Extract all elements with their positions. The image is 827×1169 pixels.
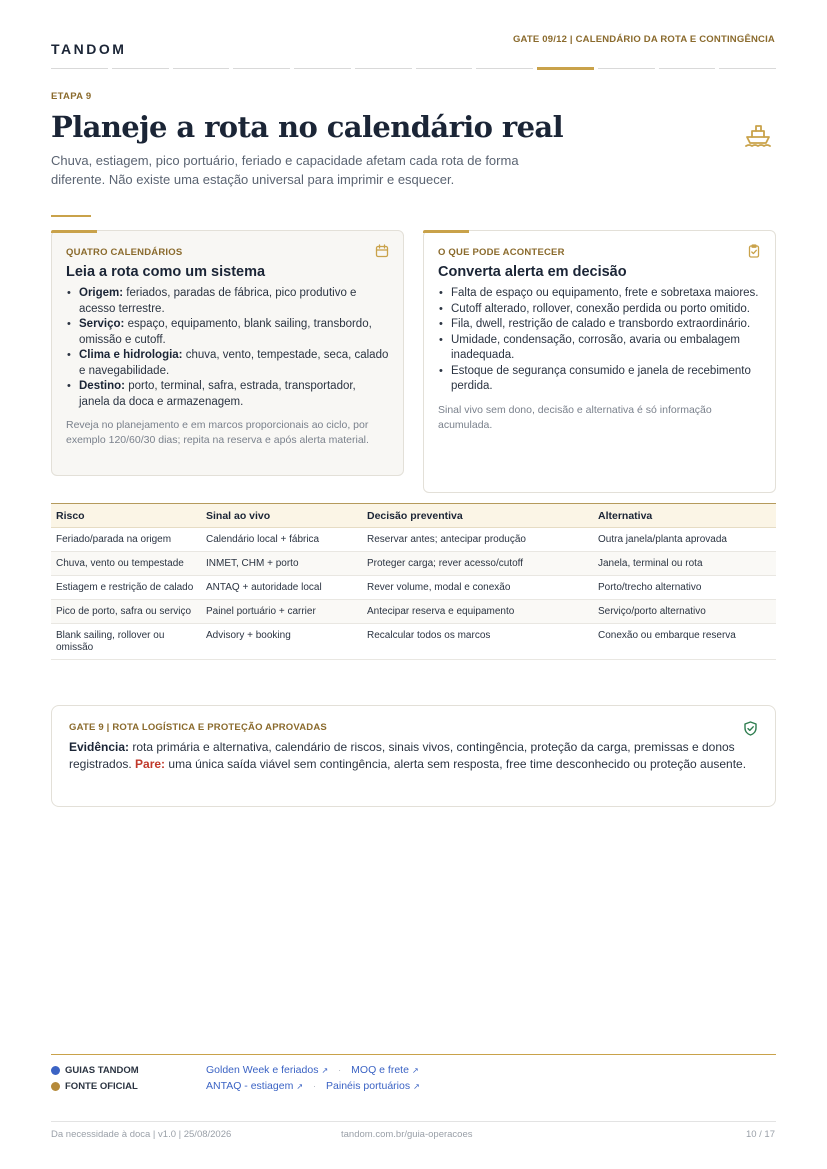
table-cell: Recalcular todos os marcos [362, 624, 593, 660]
card-note: Sinal vivo sem dono, decisão e alternativa é só informação acumulada. [438, 403, 712, 431]
table-row [51, 624, 776, 660]
table-row [51, 576, 776, 600]
card-accent [423, 230, 469, 233]
gate-body [69, 739, 758, 773]
page-subtitle: Chuva, estiagem, pico portuário, feriado e capacidade afetam cada rota de forma diferente. Não existe uma estação universal para imprimir e esquecer. [51, 153, 519, 187]
card-note: Reveja no planejamento e em marcos proporcionais ao ciclo, por exemplo 120/60/30 dias; repita na reserva e após alerta material. [66, 419, 369, 446]
calendar-list [66, 286, 389, 410]
external-link-icon: ↗ [321, 1065, 329, 1075]
stop-label: Pare: [135, 757, 166, 771]
table-cell: Conexão ou embarque reserva [593, 624, 776, 660]
separator-dot: · [313, 1081, 317, 1091]
table-header-row [51, 504, 776, 528]
table-cell: Janela, terminal ou rota [593, 552, 776, 576]
progress-segment [719, 68, 776, 69]
item-term: Origem: [79, 287, 124, 299]
sources-guides-label [51, 1065, 206, 1076]
clipboard-icon [747, 244, 761, 258]
card-kicker: O QUE PODE ACONTECER [438, 247, 565, 258]
table-cell: Painel portuário + carrier [201, 600, 362, 624]
progress-segment [598, 68, 655, 69]
page-title: Planeje a rota no calendário real [51, 110, 564, 144]
seal-icon [51, 1082, 60, 1091]
link-antaq-drought[interactable]: ANTAQ - estiagem [206, 1080, 294, 1092]
item-text: feriados, paradas de fábrica, pico produtivo e acesso terrestre. [79, 287, 357, 315]
column-header: Sinal ao vivo [201, 504, 362, 528]
progress-segment [112, 68, 169, 69]
footer-rule [51, 1121, 776, 1122]
page-number: 10 / 17 [745, 1129, 775, 1140]
table-cell: Reservar antes; antecipar produção [362, 528, 593, 552]
item-term: Clima e hidrologia: [79, 349, 183, 361]
card-kicker: QUATRO CALENDÁRIOS [66, 247, 183, 258]
separator-dot: · [338, 1065, 342, 1075]
item-text: porto, terminal, safra, estrada, transportador, janela da doca e armazenagem. [79, 380, 356, 408]
list-item [66, 286, 389, 317]
table-row [51, 600, 776, 624]
item-text: espaço, equipamento, blank sailing, transbordo, omissão e cutoff. [79, 318, 372, 346]
table-cell: Porto/trecho alternativo [593, 576, 776, 600]
progress-segment [416, 68, 473, 69]
label-text: FONTE OFICIAL [65, 1080, 138, 1092]
compass-icon [51, 1066, 60, 1075]
card-four-calendars [51, 230, 404, 476]
table-cell: Estiagem e restrição de calado [51, 576, 201, 600]
list-item: • Falta de espaço ou equipamento, frete e sobretaxa maiores. [438, 286, 761, 302]
list-item [66, 348, 389, 379]
card-title: Leia a rota como um sistema [66, 264, 266, 280]
external-link-icon: ↗ [411, 1065, 419, 1075]
column-header: Risco [51, 504, 201, 528]
sources-official-label [51, 1081, 206, 1092]
brand-logo: TANDOM [51, 41, 127, 57]
item-term: Serviço: [79, 318, 125, 330]
card-what-can-happen [423, 230, 776, 493]
card-accent [51, 230, 97, 233]
label-text: GUIAS TANDOM [65, 1064, 139, 1076]
progress-segment [659, 68, 716, 69]
column-header: Decisão preventiva [362, 504, 593, 528]
progress-segment [173, 68, 230, 69]
table-cell: INMET, CHM + porto [201, 552, 362, 576]
risk-list [438, 286, 761, 395]
sources-rule [51, 1054, 776, 1055]
shield-check-icon [743, 721, 758, 736]
link-port-panels[interactable]: Painéis portuários [326, 1080, 411, 1092]
external-link-icon: ↗ [296, 1081, 304, 1091]
table-cell: Blank sailing, rollover ou omissão [51, 624, 201, 660]
column-header: Alternativa [593, 504, 776, 528]
list-item [66, 317, 389, 348]
list-item: • Cutoff alterado, rollover, conexão perdida ou porto omitido. [438, 302, 761, 318]
footer-url: tandom.com.br/guia-operacoes [341, 1129, 473, 1140]
table-cell: Antecipar reserva e equipamento [362, 600, 593, 624]
table-cell: Outra janela/planta aprovada [593, 528, 776, 552]
external-link-icon: ↗ [413, 1081, 420, 1091]
table-cell: Feriado/parada na origem [51, 528, 201, 552]
calendar-icon [375, 244, 389, 258]
table-row [51, 552, 776, 576]
table-cell: Rever volume, modal e conexão [362, 576, 593, 600]
table-row [51, 528, 776, 552]
link-golden-week[interactable]: Golden Week e feriados [206, 1064, 319, 1076]
evidence-text: rota primária e alternativa, calendário de riscos, sinais vivos, contingência, proteção da carga, premissas e donos registrados. [69, 740, 735, 771]
list-item: • Fila, dwell, restrição de calado e transbordo extraordinário. [438, 317, 761, 333]
table-cell: ANTAQ + autoridade local [201, 576, 362, 600]
progress-segment [233, 68, 290, 69]
evidence-label: Evidência: [69, 740, 130, 754]
progress-segment [51, 68, 108, 69]
table-cell: Serviço/porto alternativo [593, 600, 776, 624]
title-rule [51, 215, 91, 217]
table-cell: Chuva, vento ou tempestade [51, 552, 201, 576]
progress-bar [51, 67, 776, 70]
table-cell: Calendário local + fábrica [201, 528, 362, 552]
ship-icon [744, 120, 772, 148]
table-cell: Advisory + booking [201, 624, 362, 660]
progress-segment [294, 68, 351, 69]
gate-kicker: GATE 9 | ROTA LOGÍSTICA E PROTEÇÃO APROVADAS [69, 722, 327, 733]
gate-approval-box [51, 705, 776, 807]
card-title: Converta alerta em decisão [438, 264, 627, 280]
list-item: • Umidade, condensação, corrosão, avaria ou embalagem inadequada. [438, 333, 761, 364]
list-item: • Estoque de segurança consumido e janela de recebimento perdida. [438, 364, 761, 395]
list-item [66, 379, 389, 410]
sources-official-row [51, 1080, 430, 1092]
stop-text: uma única saída viável sem contingência, alerta sem resposta, free time desconhecido ou proteção ausente. [165, 757, 747, 771]
table-cell: Pico de porto, safra ou serviço [51, 600, 201, 624]
footer-version: Da necessidade à doca | v1.0 | 25/08/2026 [51, 1129, 232, 1140]
table-cell: Proteger carga; rever acesso/cutoff [362, 552, 593, 576]
progress-segment [355, 68, 412, 69]
item-term: Destino: [79, 380, 125, 392]
link-moq-freight[interactable]: MOQ e frete [351, 1064, 409, 1076]
risk-table [51, 503, 776, 660]
gate-label: GATE 09/12 | CALENDÁRIO DA ROTA E CONTINGÊNCIA [512, 34, 775, 45]
sources-guides-row [51, 1064, 429, 1076]
item-text: chuva, vento, tempestade, seca, calado e navegabilidade. [79, 349, 389, 377]
step-label: ETAPA 9 [51, 91, 92, 102]
progress-segment [476, 68, 533, 69]
progress-segment-active [537, 67, 594, 70]
